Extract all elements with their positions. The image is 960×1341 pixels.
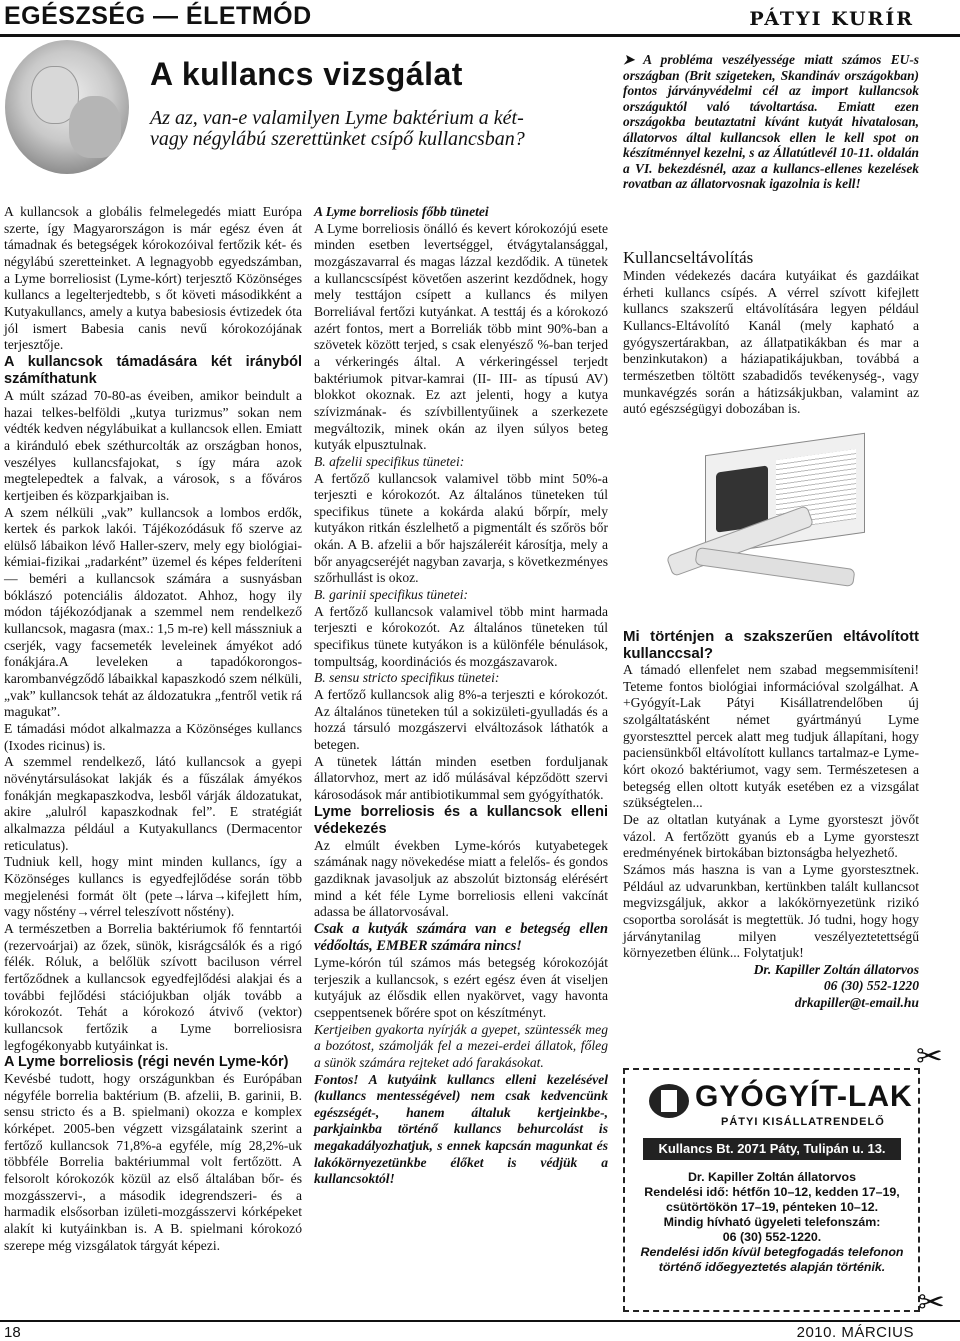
column-2 — [314, 204, 608, 1188]
ad-line: 06 (30) 552-1220. — [722, 1230, 822, 1244]
publication-name: PÁTYI KURÍR — [749, 8, 914, 30]
subheading: B. afzelii specifikus tünetei: — [314, 453, 465, 469]
heading: Mi történjen a szakszerűen eltávolított kullanccsal? — [623, 628, 919, 662]
clinic-logo-icon — [649, 1084, 689, 1118]
ad-line: Rendelési időn kívül betegfogadás telefonon történő időegyeztetés alapján történik. — [640, 1245, 904, 1274]
ad-tagline: PÁTYI KISÁLLATRENDELŐ — [721, 1116, 885, 1128]
paragraph: Minden védekezés dacára kutyáikat és gazdáikat érheti kullancs csípés. A vérrel szívott kifejlett kullancs szakszerű eltávolítására legyen például Kullancs-Eltávolító Kanál (mely kapható a gyógyszertárakban, az állatpatikákban és mar a benzinkutakon) a háziapatikájukban, továbbá a természetben töltött szabadidős tevékenység-, vagy munkavégzés során a hátizsákjukban, valamint az autó egészségügyi dobozában is. — [623, 268, 919, 417]
paragraph: Lyme-kórón túl számos más betegség kórokozóját terjeszik a kullancsok, s ezért egész éven át viseljen kutyájuk az élősdik ellen nyakörvet, vagy havonta cseppentsenek bőrére spot on készítményt. — [314, 954, 608, 1020]
tick-spoon — [695, 547, 856, 587]
issue-date: 2010. MÁRCIUS — [796, 1324, 914, 1341]
paragraph: Tudniuk kell, hogy mint minden kullancs, így a Közönséges kullancs is egyedfejlődése során több megjelenési formát ölt (pete→lárva→kifejlett hím, vagy nőstény→vérrel teleszívott nőstény). — [4, 854, 302, 920]
paragraph: Kertjeiben gyakorta nyírják a gyepet, szüntessék meg a bozótost, számolják fel a mezei-erdei állatok, főleg a sünök számára rejteket adó farakásokat. — [314, 1021, 608, 1070]
paragraph: E támadási módot alkalmazza a Közönséges kullancs (Ixodes ricinus) is. — [4, 721, 302, 753]
scissors-icon: ✂ — [918, 1284, 945, 1320]
paragraph: A szem nélküli „vak” kullancsok a lombos erdők, kertek és parkok lakói. Tájékozódásuk fő szerve az elülső lábaikon lévő Haller-szerv, mely egy biológiai-kémiai-fizikai „radarként” üzemel és képes felderíteni — beméri a kullancsok számára a susnyásban bóklászó potenciális áldozatot. Ahhoz, hogy ily módon tájékozódjanak a szemmel nem rendelkező kullancsok, magasra (max.: 1,5 m-re) kell másszniuk a cserjék, vagy facsemeték leveleinek ámyékot adó fonákjára.A leveleken a tapadókorongos-karombanvégződő lábaikkal kapaszkodó szem nélküli, „vak” kullancsok tehát az áldozatukra „fentről vetik rá magukat”. — [4, 504, 302, 720]
eu-note: ➤ A probléma veszélyessége miatt számos EU-s országban (Brit szigeteken, Skandináv országokban) fontos járványvédelmi cél az import kullancsok országuktól való távoltartása. Emiatt ezen országokba beutaztatni kívánt kutyát hivatalosan, állatorvos által kullancsok ellen le kell spot on készítménnyel kezelni, s az Állatútlevél 10-11. oldalán a VI. bekezdésnél, azaz a kullancs-ellenes kezelések rovatban az állatorvosnak igazolnia is kell! — [623, 52, 919, 191]
footer-rule — [0, 1320, 960, 1322]
signature-email: drkapiller@t-email.hu — [794, 995, 919, 1011]
subheading: B. sensu stricto specifikus tünetei: — [314, 670, 500, 686]
paragraph: De az oltatlan kutyának a Lyme gyorsteszt jövőt vázol. A fertőzött gyanús eb a Lyme gyorsteszt eredményének birtokában biztonságba helyezhető. — [623, 811, 919, 861]
ad-body — [631, 1170, 913, 1275]
paragraph: A Lyme borreliosis önálló és kevert kórokozójú esete minden esetben levertséggel, étvágytalansággal, mozgászavarral és magas lázzal kezdődik. A tünetek a kullancscsípést követően aszerint kezdődnek, hogy mely testtájon csípett a kullancs és milyen Borreliával fertőzi kutyánkat. A testtáj és a kórokozó azért fontos, mert a Borreliák több mint 90%-ban a szövetek között terjed, s csak elenyésző %-ban terjed a vérkeringés által. A vérkeringéssel terjedt baktériumok pitvar-kamrai (II- III- as típusú AV) blokkot okoznak. Ez azt jelenti, hogy a kutya szívizmának- és szívbillentyűinek a szerkezete megváltozik, minek okán az ilyen súlyos beteg kutyák elpusztulnak. — [314, 220, 608, 453]
paragraph: A fertőző kullancsok valamivel több mint harmada terjeszti e kórokozót. Az általános tüneteken túl specifikus tünete kutyákon is a különféle bénulások, tompultság, koordinációs és mozgászavarok. — [314, 603, 608, 669]
heading: Lyme borreliosis és a kullancsok elleni védekezés — [314, 803, 608, 837]
section-header: EGÉSZSÉG — ÉLETMÓD — [4, 2, 312, 30]
paragraph: A fertőző kullancsok valamivel több mint 50%-a terjeszti e kórokozót. Az általános tüneteken túl specifikus tünete a kokárda alakú bőrpír, mely kutyákon ritkán észlelhető a pigmentált és szőrös bőr okán. A B. afzelii a bőr hajszáleréit károsítja, mely a bőr anyagcseréjét nagyban zavarja, s következményes szőrhullást is okoz. — [314, 470, 608, 586]
ad-line: Rendelési idő: hétfőn 10–12, kedden 17–19, — [644, 1185, 900, 1199]
paragraph: Kevésbé tudott, hogy országunkban és Európában négyféle borrelia baktérium (B. afzelii, B. garinii, B. sensu stricto és a B. spielmani) okozza e komplex kórképet. 2005-ben végzett vizsgálataink szerint a fertőző kullancsok 71,8%-a egyféle, míg 28,2%-uk többféle Borrelia baktériummal volt fertőzött. A felsorolt kórokozók közül az első általában bőr- és mozgásszervi-, a második idegrendszeri- és a harmadik elsősorban izületi-mozgásszervi kórképeket alakít ki kutyáinkban is. A B. spielmani kórokozó szerepe még vizsgálatok tárgyát képezi. — [4, 1071, 302, 1253]
paragraph: A fertőző kullancsok alig 8%-a terjeszti e kórokozót. Az általános tüneteken túl a sokizületi-gyulladás és a hozzá társuló mozgászervi elváltozások láthatók a betegen. — [314, 687, 608, 752]
page-number: 18 — [4, 1324, 21, 1341]
scissors-icon: ✂ — [916, 1038, 943, 1074]
clinic-advertisement — [623, 1068, 920, 1312]
column-1 — [4, 204, 302, 1254]
subheading: B. garinii specifikus tünetei: — [314, 587, 469, 603]
heading: A kullancsok támadására két irányból számíthatunk — [4, 353, 302, 387]
heading: Kullancseltávolítás — [623, 248, 754, 267]
paragraph: A múlt század 70-80-as éveiben, amikor beindult a hazai telkes-belföldi „kutya turizmus” sokan nem védték kedven négylábuikat a kullancsok ellen. Emiatt a kiránduló ebek széthurcolták az országban honos, veszélyes kullancsfajokat, s így mára azok megtelepedtek a falvak, a városok, s a főváros kertjeiben és közparkjaiban is. — [4, 387, 302, 503]
author-photo — [5, 40, 129, 174]
closing-paragraph: Fontos! A kutyáink kullancs elleni kezelésével (kullancs mentességével) nem csak kedvencünk egészségét-, hanem általuk kertjeinkbe-, parkjainkba történő kullancs behurcolást is megakadályozhatjuk, s ennek kapcsán magunkat és lakókörnyezetünkbe élőket is védjük a kullancsoktól! — [314, 1071, 608, 1187]
ad-address: Kullancs Bt. 2071 Páty, Tulipán u. 13. — [643, 1138, 901, 1160]
paragraph: A támadó ellenfelet nem szabad megsemmisíteni! Teteme fontos biológiai információval szolgálhat. A +Gyógyít-Lak Pátyi Kisállatrendelőben új szolgáltatásként német gyártmányú Lyme gyorsteszttel percek alatt meg tudjuk állapítani, hogy paciensünkből eltávolított kullancs tartalmaz-e Lyme-kórt okozó baktériumot, vagy sem. Természetesen a betegség ellen oltott kutyák esetében ez a vizsgálat szükségtelen... — [623, 662, 919, 811]
article-title: A kullancs vizsgálat — [150, 56, 463, 92]
tick-remover-product-image — [665, 440, 865, 608]
heading: A Lyme borreliosis főbb tünetei — [314, 204, 489, 219]
ad-line: Mindig hívható ügyeleti telefonszám: — [663, 1215, 881, 1229]
paragraph: Számos más haszna is van a Lyme gyorstesztnek. Például az udvarunkban, kertünkben talált kullancsot megvizsgáljuk, akkor a lakókörnyezetünk rizikó csoportba sorolását is megtettük. Jó tudni, hogy hogy járványtanilag milyen veszélyeztetettségű környezetben élünk... Folytatjuk! — [623, 861, 919, 961]
warning-text: Csak a kutyák számára van e betegség ellen védőoltás, EMBER számára nincs! — [314, 920, 608, 954]
paragraph: A szemmel rendelkező, látó kullancsok a gyepi növénytársulásokat lakják és a fűszálak ámyékos fonákján megkapaszkodva, lesből várják áldozatukat, akire „alulról kapaszkodnak fel”. E stratégiát alkalmazza például a Kutyakullancs (Dermacentor reticulatus). — [4, 754, 302, 853]
dog-image — [69, 96, 121, 158]
ad-brand: GYÓGYÍT-LAK — [695, 1080, 913, 1113]
signature-phone: 06 (30) 552-1220 — [823, 978, 919, 994]
column-3-upper — [623, 248, 919, 418]
signature-name: Dr. Kapiller Zoltán állatorvos — [753, 961, 919, 977]
paragraph: A tünetek láttán minden esetben forduljanak állatorvhoz, mert az idő múlásával képződött szervi károsodások már antibiotikummal sem gyógyíthatók. — [314, 753, 608, 802]
paragraph: Az elmúlt években Lyme-kórós kutyabetegek számának nagy növekedése miatt a felelős- és gondos gazdiknak javasoljuk az abszolút biztonság elérésért mind a két féle Lyme borreliosis elleni vakcínát adassa be állatorvosával. — [314, 837, 608, 920]
ad-line: csütörtökön 17–19, pénteken 10–12. — [665, 1200, 879, 1214]
header-rule — [0, 34, 960, 37]
ad-line: Dr. Kapiller Zoltán állatorvos — [687, 1170, 856, 1184]
paragraph: A kullancsok a globális felmelegedés miatt Európa szerte, így Magyarországon is már egész éven át támadnak és betegségek kórokozóival fertőzik két- és négylábú szeretteinket. A legnagyobb egyedszámban, a Lyme borreliosist (Lyme-kórt) terjesztő Közönséges kullancs a legelterjedtebb, s őt követi másodikként a Kutyakullancs, amely a kutya babesiosis évtizedek óta jól ismert Babesia canis nevű kórokozójának terjesztője. — [4, 204, 302, 353]
paragraph: A természetben a Borrelia baktériumok fő fenntartói (rezervoárjai) az őzek, sünök, kisrágcsálók és a rigó félék. Róluk, a belőlük szívott baciluson vérrel fertőződnek a kullancsok egyedfejlődési alakjai és a további fejlődési stációjukban olják tovább a kórokozót. Tehát a kórokozó átvivő (vektor) kullancsok fertőzik a Lyme borreliosisra legfogékonyabb kutyáinkat is. — [4, 920, 302, 1053]
heading: A Lyme borreliosis (régi nevén Lyme-kór) — [4, 1054, 289, 1071]
article-subtitle: Az az, van-e valamilyen Lyme baktérium a két- vagy négylábú szerettünket csípő kullancsban? — [150, 107, 525, 150]
column-3-lower — [623, 628, 919, 1012]
